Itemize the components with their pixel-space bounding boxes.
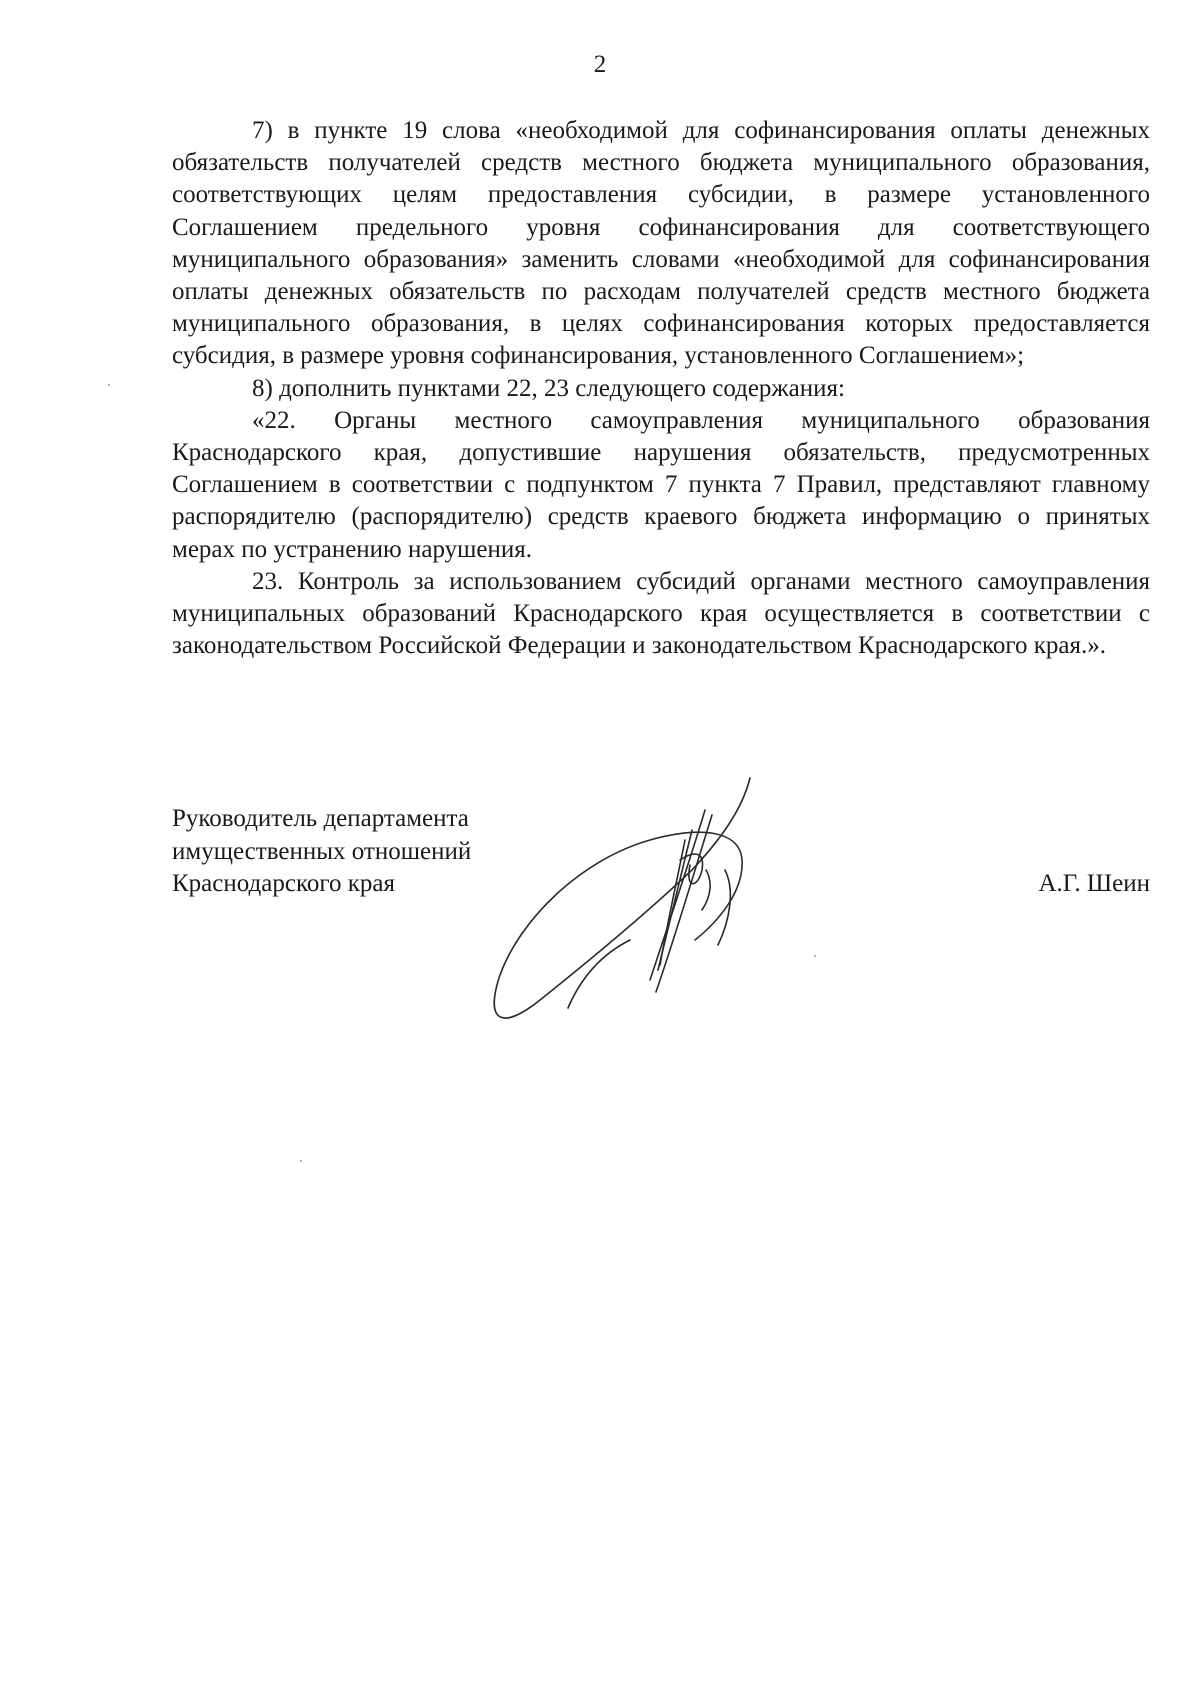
signer-position-line: Руководитель департамента [172,805,469,832]
signer-position [172,803,471,901]
scan-speck [108,384,110,386]
scan-speck [814,955,816,957]
paragraph-point-22: «22. Органы местного самоуправления муниципального образования Краснодарского края, допустившие нарушения обязательств, предусмотренных Соглашением в соответствии с подпунктом 7 пункта 7 Правил, представляют главному распорядителю (распорядителю) средств краевого бюджета информацию о принятых мерах по устранению нарушения. [172,406,1150,563]
page-number: 2 [593,51,607,78]
signer-position-line: Краснодарского края [172,870,395,897]
scan-speck [300,1160,302,1162]
document-body [172,115,1150,662]
paragraph-point-23: 23. Контроль за использованием субсидий органами местного самоуправления муниципальных образований Краснодарского края осуществляется в соответствии с законодательством Российской Федерации и законодательством Краснодарского края.». [172,567,1150,660]
signer-position-line: имущественных отношений [172,837,472,865]
handwritten-signature [480,770,810,1040]
signer-name: А.Г. Шеин [1038,870,1150,897]
paragraph-item-8: 8) дополнить пунктами 22, 23 следующего содержания: [252,374,845,402]
paragraph-item-7: 7) в пункте 19 слова «необходимой для софинансирования оплаты денежных обязательств получателей средств местного бюджета муниципального образования, соответствующих целям предоставления субсидии, в размере установленного Соглашением предельного уровня софинансирования для соответствующего муниципального образования» заменить словами «необходимой для софинансирования оплаты денежных обязательств по расходам получателей средств местного бюджета муниципального образования, в целях софинансирования которых предоставляется субсидия, в размере уровня софинансирования, установленного Соглашением»; [172,117,1150,370]
